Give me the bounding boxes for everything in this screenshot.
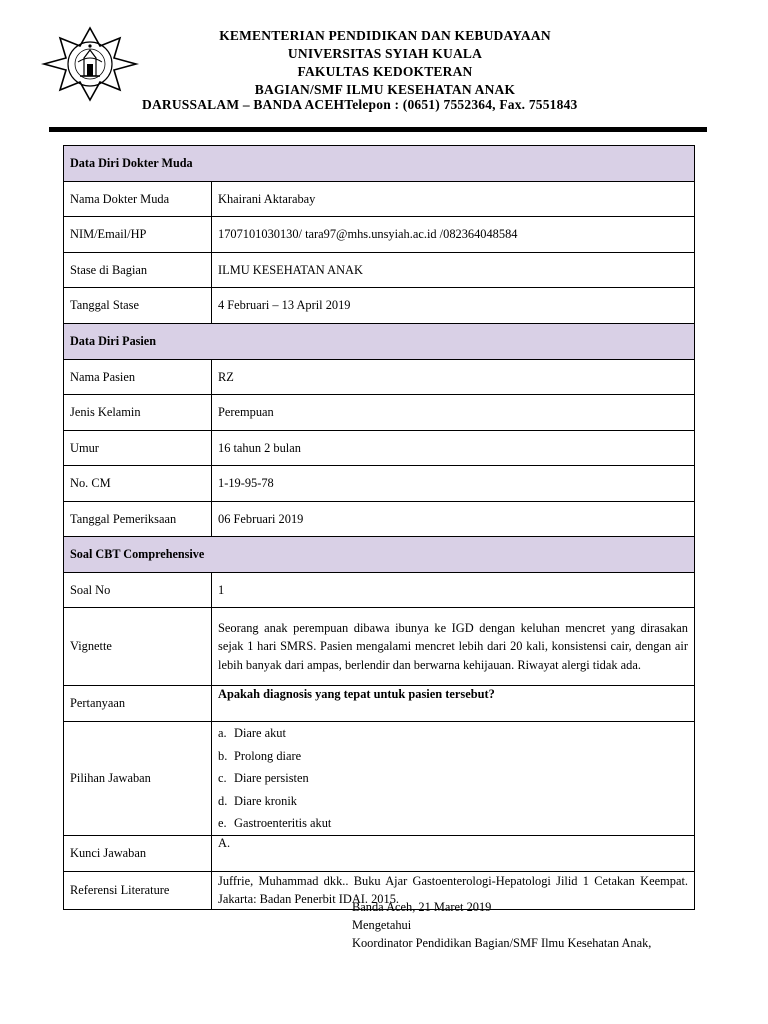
vignette-text: Seorang anak perempuan dibawa ibunya ke IGD dengan keluhan mencret yang dirasakan sejak 1 hari SMRS. Pasien mengalami mencret lebih dari 20 kali, konsistensi cair, dengan air lebih banyak dari ampas, berlendir dan berwarna kehijauan. Riwayat alergi tidak ada.: [212, 608, 695, 686]
section-header-soal: [64, 537, 695, 573]
letterhead: [0, 0, 768, 140]
field-label: Nama Pasien: [64, 360, 212, 395]
option-letter: d.: [218, 793, 228, 808]
field-label: NIM/Email/HP: [64, 217, 212, 253]
field-value: 4 Februari – 13 April 2019: [212, 288, 695, 324]
table-row: [64, 573, 695, 608]
header-divider: [49, 127, 707, 132]
option-text: Prolong diare: [234, 748, 302, 763]
section-header-pasien: [64, 324, 695, 360]
table-row: [64, 722, 695, 836]
field-value: Khairani Aktarabay: [212, 182, 695, 217]
field-value: 1: [212, 573, 695, 608]
table-row: [64, 431, 695, 466]
section-header-dokter: [64, 146, 695, 182]
department-name: BAGIAN/SMF ILMU KESEHATAN ANAK: [254, 82, 516, 97]
reference-text: Juffrie, Muhammad dkk.. Buku Ajar Gastoenterologi-Hepatologi Jilid 1 Cetakan Keempat. Jakarta: Badan Penerbit IDAI. 2015.: [212, 871, 695, 909]
table-row: [64, 288, 695, 324]
option-text: Diare persisten: [234, 771, 309, 785]
table-row: [64, 253, 695, 288]
option-text: Gastroenteritis akut: [234, 816, 332, 830]
field-value: ILMU KESEHATAN ANAK: [212, 253, 695, 288]
university-name: UNIVERSITAS SYIAH KUALA: [287, 46, 483, 61]
answer-option: [218, 812, 688, 835]
answer-options: [212, 722, 695, 836]
field-label: Nama Dokter Muda: [64, 182, 212, 217]
table-row: [64, 217, 695, 253]
acknowledged-label: Mengetahui: [352, 918, 412, 932]
place-date: Banda Aceh, 21 Maret 2019: [352, 900, 492, 914]
cbt-form-table: [63, 145, 695, 910]
option-text: Diare akut: [234, 726, 286, 740]
field-value: 16 tahun 2 bulan: [212, 431, 695, 466]
table-row: [64, 608, 695, 686]
field-label: Pilihan Jawaban: [64, 722, 212, 836]
signature-block: [352, 898, 651, 952]
section-title: Data Diri Dokter Muda: [64, 146, 695, 182]
university-logo-icon: [40, 24, 140, 104]
ministry-name: KEMENTERIAN PENDIDIKAN DAN KEBUDAYAAN: [219, 28, 551, 43]
field-value: RZ: [212, 360, 695, 395]
field-label: Soal No: [64, 573, 212, 608]
faculty-name: FAKULTAS KEDOKTERAN: [297, 64, 473, 79]
field-label: Referensi Literature: [64, 871, 212, 909]
field-label: No. CM: [64, 466, 212, 502]
field-label: Tanggal Stase: [64, 288, 212, 324]
option-text: Diare kronik: [234, 793, 297, 808]
option-letter: a.: [218, 726, 227, 740]
option-letter: b.: [218, 748, 228, 763]
table-row: [64, 502, 695, 537]
field-label: Kunci Jawaban: [64, 835, 212, 871]
option-letter: e.: [218, 816, 227, 830]
option-letter: c.: [218, 771, 227, 785]
table-row: [64, 395, 695, 431]
table-row: [64, 360, 695, 395]
field-label: Umur: [64, 431, 212, 466]
field-value: 06 Februari 2019: [212, 502, 695, 537]
table-row: [64, 835, 695, 871]
field-value: 1-19-95-78: [212, 466, 695, 502]
answer-option: [218, 745, 688, 768]
field-value: Perempuan: [212, 395, 695, 431]
answer-key: A.: [212, 835, 695, 871]
field-value: 1707101030130/ tara97@mhs.unsyiah.ac.id /082364048584: [212, 217, 695, 253]
field-label: Jenis Kelamin: [64, 395, 212, 431]
answer-option: [218, 767, 688, 790]
field-label: Stase di Bagian: [64, 253, 212, 288]
section-title: Soal CBT Comprehensive: [64, 537, 695, 573]
field-label: Tanggal Pemeriksaan: [64, 502, 212, 537]
field-label: Vignette: [64, 608, 212, 686]
question-text: Apakah diagnosis yang tepat untuk pasien tersebut?: [212, 686, 695, 722]
field-label: Pertanyaan: [64, 686, 212, 722]
table-row: [64, 466, 695, 502]
answer-option-list: [218, 722, 688, 835]
section-title: Data Diri Pasien: [64, 324, 695, 360]
answer-option: [218, 722, 688, 745]
answer-option: [218, 790, 688, 813]
coordinator-title: Koordinator Pendidikan Bagian/SMF Ilmu Kesehatan Anak,: [352, 936, 652, 950]
address-contact: DARUSSALAM – BANDA ACEHTelepon : (0651) 7552364, Fax. 7551843: [142, 97, 578, 112]
table-row: [64, 182, 695, 217]
table-row: [64, 686, 695, 722]
